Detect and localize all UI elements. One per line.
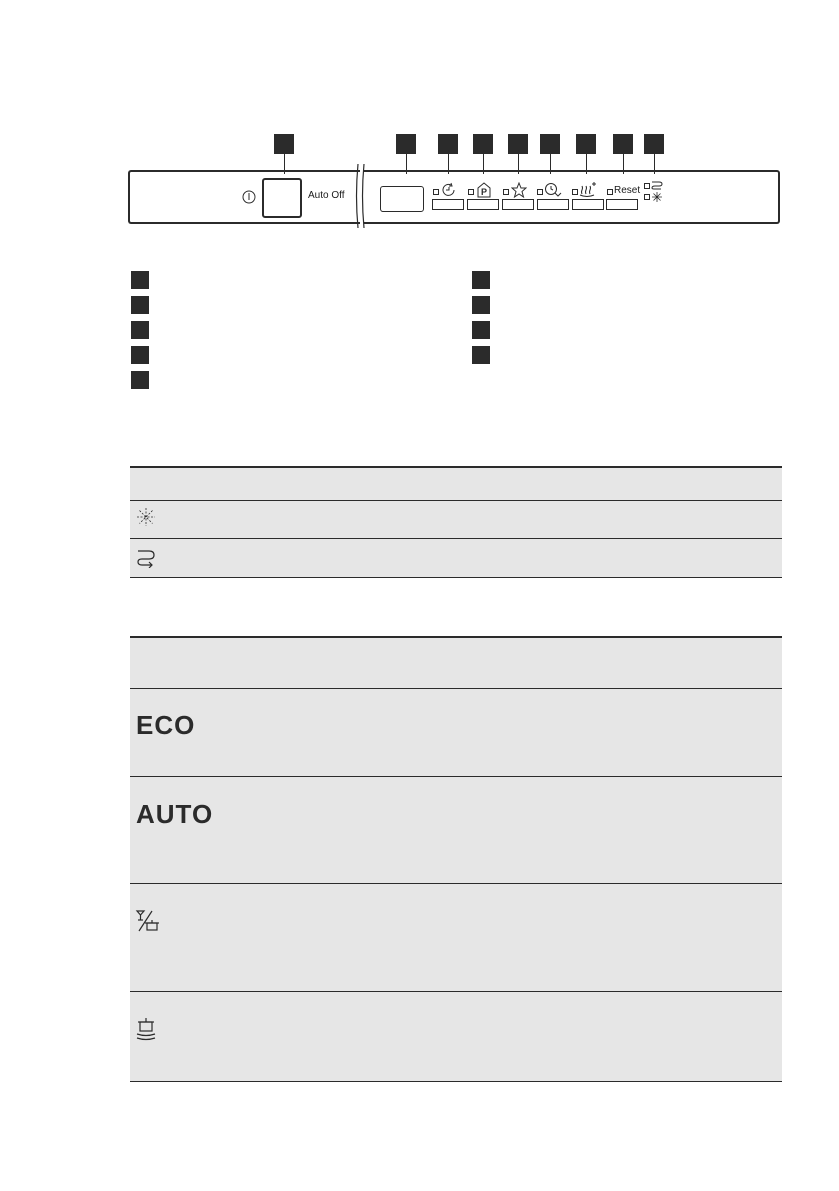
programme-row-eco [130, 689, 782, 776]
svg-text:P: P [481, 187, 488, 197]
table-rule [130, 500, 782, 501]
led-reset [607, 189, 613, 195]
table-rule [130, 1081, 782, 1082]
led-programme [468, 189, 474, 195]
table-rule [130, 636, 782, 638]
programme-button[interactable] [467, 199, 499, 210]
salt-indicator-icon [136, 507, 156, 527]
legend-marker-8 [472, 321, 490, 339]
delay-button[interactable] [432, 199, 464, 210]
programme-row-auto [130, 777, 782, 883]
callout-6 [540, 134, 560, 154]
extra-dry-icon [579, 181, 597, 197]
callout-1 [274, 134, 294, 154]
auto-off-label: Auto Off [308, 190, 345, 201]
callout-2 [396, 134, 416, 154]
callout-4 [473, 134, 493, 154]
table-rule [130, 776, 782, 777]
pots-pans-icon [134, 1016, 160, 1042]
table-rule [130, 466, 782, 468]
programme-row-glass [130, 884, 782, 991]
led-salt [644, 194, 650, 200]
star-icon [511, 182, 527, 198]
callout-3 [438, 134, 458, 154]
led-extra-dry [572, 189, 578, 195]
table-rule [130, 883, 782, 884]
legend-marker-7 [472, 296, 490, 314]
time-icon [544, 182, 562, 198]
indicator-table-header [130, 467, 782, 500]
reset-label: Reset [614, 185, 641, 196]
legend-marker-3 [131, 321, 149, 339]
control-panel-right [364, 170, 780, 224]
programme-table-header [130, 637, 782, 688]
power-icon [242, 190, 256, 204]
salt-icon [651, 191, 663, 203]
led-star [503, 189, 509, 195]
myfavourite-button[interactable] [502, 199, 534, 210]
table-rule [130, 538, 782, 539]
display [380, 186, 424, 212]
rinse-aid-indicator-icon [136, 548, 156, 568]
panel-break-mark [354, 164, 368, 228]
callout-9 [644, 134, 664, 154]
auto-symbol: AUTO [136, 799, 214, 829]
legend-marker-6 [472, 271, 490, 289]
programme-row-pots [130, 992, 782, 1081]
callout-5 [508, 134, 528, 154]
led-time [537, 189, 543, 195]
led-delay [433, 189, 439, 195]
timemanager-button[interactable] [537, 199, 569, 210]
table-rule [130, 991, 782, 992]
legend-marker-2 [131, 296, 149, 314]
indicator-row-salt [130, 501, 782, 538]
legend-marker-4 [131, 346, 149, 364]
indicator-row-rinse-aid [130, 539, 782, 577]
on-off-button[interactable] [262, 178, 302, 218]
table-rule [130, 688, 782, 689]
callout-8 [613, 134, 633, 154]
legend-marker-5 [131, 371, 149, 389]
legend-marker-9 [472, 346, 490, 364]
delay-icon [441, 182, 457, 198]
led-rinse-aid [644, 183, 650, 189]
legend-marker-1 [131, 271, 149, 289]
glass-wash-icon [135, 909, 161, 935]
reset-button[interactable] [606, 199, 638, 210]
callout-7 [576, 134, 596, 154]
rinse-aid-icon [651, 180, 663, 190]
extra-dry-button[interactable] [572, 199, 604, 210]
eco-symbol: ECO [136, 710, 196, 740]
table-rule [130, 577, 782, 578]
programme-icon [476, 182, 492, 198]
